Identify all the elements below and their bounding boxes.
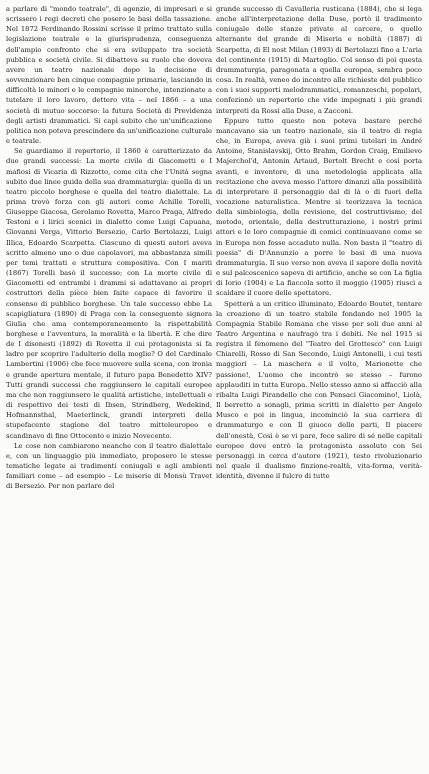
paragraph: Eppure tutto questo non poteva bastare perché mancavano sia un teatro nazionale, sia il teatro di regia che, in Europa, aveva già i suoi primi tutelari in André Antoine, Stanislavskij, Otto Brahm, Gordon Craig, Emilievo Majerchol'd, Antonin Artaud, Bertolt Brecht e così porta avanti, e inventore, di una metodologia applicata alla recitazione che aveva messo l'attore dinanzi alla possibilità di interpretare il personaggio dal di là o di fuori della vocazione naturalistica. Mentre si teorizzava la tecnica della simbiologia, della revisione, del costruttivismo, del metodo, orientale, della destrutturazione, i nostri primi attori e le loro compagnie di comici continuavano come se in Europa non fosse accaduto nulla. Non basta il "teatro di poesia" di D'Annunzio a porre le basi di una nuova drammaturgia. Il suo verso non aveva il sapore della novità e sul palcoscenico sapeva di artificio, anche se con La figlia di Iorio (1904) e La fiaccola sotto il moggio (1905) riuscì a scaldare il cuore delle spettatore. (216, 116, 422, 298)
paragraph: Le cose non cambiarono neanche con il teatro dialettale e, con un linguaggio più immediato, proposero le stesse tematiche legate ai tradimenti coniugali e agli ambienti familiari come – ad esempio – Le miserie di Monsù Travet di Bersezio. Per non parlare del (6, 441, 212, 491)
text-column-left (6, 4, 212, 774)
paragraph: Se guardiamo il repertorio, il 1860 è caratterizzato da due grandi successi: La morte civile di Giacometti e I mafiosi di Vicaria di Rizzotto, come cita che l'Unità segna subito due linee guida della sua drammaturgia: quella di un teatro piccolo borghese e quella del teatro dialettale. La prima trovò forza con gli autori come Achille Torelli, Giuseppe Giacosa, Gerolamo Rovetta, Marco Praga, Alfredo Testoni e i lirici scenici in dialetto come Luigi Capuana, Giovanni Verga, Vittorio Bersezio, Carlo Bertolazzi, Luigi Illica, Edoardo Scarpetta. Ciascuno di questi autori aveva scritto almeno uno o due capolavori, ma abbastanza simili per temi trattati e struttura compositiva. Con I mariti (1867) Torelli basò il successo; con La morte civile di Giacometti ed entrambi i drammi si adattavano ai propri costruttori della pièce bien faite capace di favorire il consenso di pubblico borghese. Un tale successo ebbe La scapigliatura (1890) di Praga con la conseguente signora Giulia che ama contemporaneamente la rispettabilità borghese e l'avventura, la moralità e la libertà. E che dire de I disonesti (1892) di Rovetta il cui protagonista si fa ladro per scoprire l'adulterio della moglie? O del Cardinale Lambertini (1906) che fece muovere sulla scena, con ironia e grande apertura mentale, il futuro papa Benedetto XIV? Tutti grandi successi che raggiunsero le capitali europee ma che non raggiunsero le qualità artistiche, intellettuali e di respettivo dei testi di Ibsen, Strindberg, Wedekind, Hofmannsthal, Maeterlinck, grandi interpreti della stupefacente stagione del teatro mitteleuropeo e scandinavo di fine Ottocento e inizio Novecento. (6, 147, 212, 440)
paragraph: grande successo di Cavalleria rusticana (1884), che si lega anche all'interpretazione della Duse, portò il tradimento coniugale delle stanze private al carcere, o quello alternante del grande di Miseria e nobiltà (1887) di Scarpetta, di El nost Milan (1893) di Bertolazzi fino a L'aria del continente (1915) di Martoglio. Col senso di poi questa drammaturgia, paragonata a quella europea, sembra poco cosa. In realtà, veneo do incontro alle richieste del pubblico con i suoi supporti melodrammatici, romanzeschi, popolari, confezionò un repertorio che vide impegnati i più grandi interpreti da Rossi alla Duse, a Zacconi. (216, 5, 422, 115)
paragraph: Spetterà a un critico illuminato, Edoardo Boutet, tentare la creazione di un teatro stabile fondando nel 1905 la Compagnia Stabile Romana che visse per soli due anni al Teatro Argentina e naufragò tra i debiti. Ne nel 1915 si registra il fenomeno del "Teatro del Grottesco" con Luigi Chiarelli, Rosso di San Secondo, Luigi Antonelli, i cui testi maggiori – La maschera e il volto, Marionette che passione!, L'uomo che incontrò se stesso – furono applauditi in tutta Europa. Nello stesso anno si affacciò alla ribalta Luigi Pirandello che con Pensaci Giacomino!, Liolà, Il berretto a sonagli, prima scritti in dialetto per Angelo Musco e poi in lingua, incominciò la sua carriera di drammaturgo e con Il giuoco delle parti, Il piacere dell'onestà, Così è se vi pare, fece salire di sé nelle capitali europee dove entrò la protagonista assoluto con Sei personaggi in cerca d'autore (1921), testo rivoluzionario nel quale il dualismo finzione-realtà, vita-forma, verità-identità, divenne il fulcro di tutte (216, 299, 422, 481)
paragraph: a parlare di "mondo teatrale", di agenzie, di impresari e si scrissero i regi decreti che posero le basi della tassazione. Nel 1872 Ferdinando Rossini scrisse il primo trattato sulla legislazione teatrale e la giurisprudenza, conseguenza dell'ampio confronto che si era sviluppato tra società pubblica e società civile. Si dibatteva su ruolo che doveva avere un teatro nazionale dopo la decisione di sovvenzionare ben cinque compagnie primarie, lasciando in difficoltà le minori e le compagnie minorche, intenzionate a tutelare il loro lavoro, dettero vita – nel 1866 – a una società di mutuo soccorso: la futura Società di Previdenza degli artisti drammatici. Si capì subito che un'unificazione politica non poteva prescindere da un'unificazione culturale e teatrale. (6, 5, 212, 146)
text-column-right (216, 4, 422, 774)
